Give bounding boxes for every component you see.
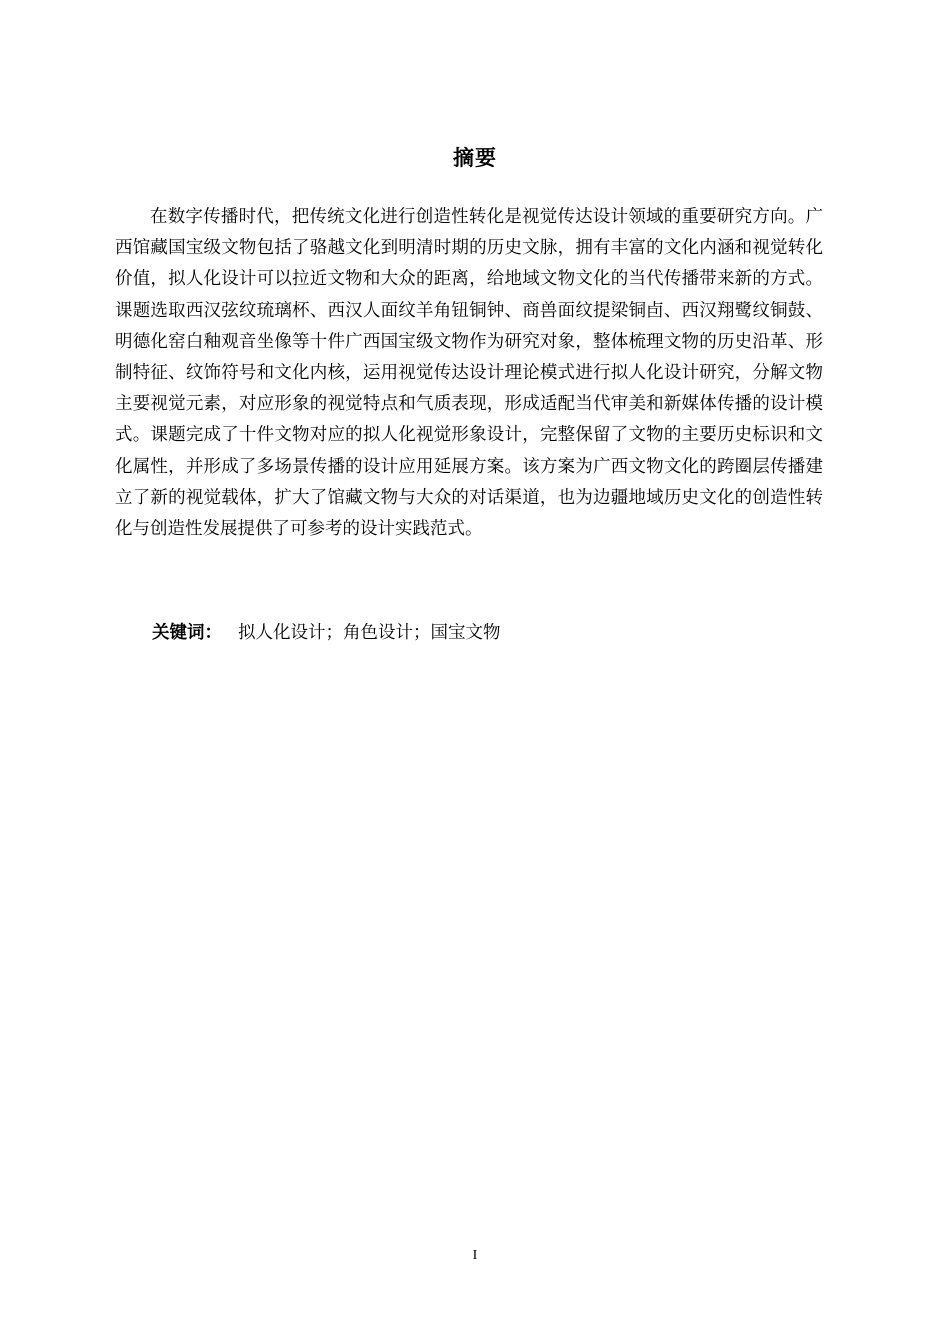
keywords-text: 拟人化设计；角色设计；国宝文物 <box>238 623 501 643</box>
keywords-label: 关键词： <box>152 623 222 643</box>
keywords-line <box>152 618 501 648</box>
abstract-paragraph: 在数字传播时代，把传统文化进行创造性转化是视觉传达设计领域的重要研究方向。广西馆藏国宝级文物包括了骆越文化到明清时期的历史文脉，拥有丰富的文化内涵和视觉转化价值，拟人化设计可以拉近文物和大众的距离，给地域文物文化的当代传播带来新的方式。课题选取西汉弦纹琉璃杯、西汉人面纹羊角钮铜钟、商兽面纹提梁铜卣、西汉翔鹭纹铜鼓、明德化窑白釉观音坐像等十件广西国宝级文物作为研究对象，整体梳理文物的历史沿革、形制特征、纹饰符号和文化内核，运用视觉传达设计理论模式进行拟人化设计研究，分解文物主要视觉元素，对应形象的视觉特点和气质表现，形成适配当代审美和新媒体传播的设计模式。课题完成了十件文物对应的拟人化视觉形象设计，完整保留了文物的主要历史标识和文化属性，并形成了多场景传播的设计应用延展方案。该方案为广西文物文化的跨圈层传播建立了新的视觉载体，扩大了馆藏文物与大众的对话渠道，也为边疆地域历史文化的创造性转化与创造性发展提供了可参考的设计实践范式。 <box>115 207 823 540</box>
abstract-title: 摘要 <box>453 146 497 170</box>
page-number: I <box>472 1248 478 1263</box>
